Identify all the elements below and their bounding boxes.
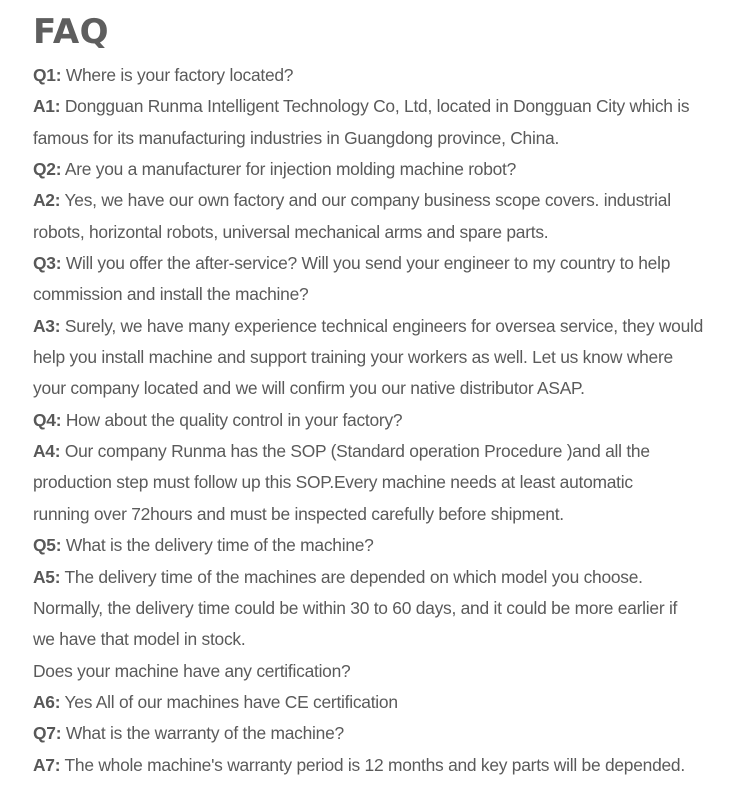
answer-line: [33, 750, 733, 781]
faq-text: Surely, we have many experience technical engineers for oversea service, they would: [60, 315, 704, 336]
answer-line: [33, 123, 733, 154]
faq-text: What is the warranty of the machine?: [61, 723, 344, 744]
question-label: Q7:: [33, 723, 62, 744]
faq-text: Dongguan Runma Intelligent Technology Co, Ltd, located in Dongguan City which is: [60, 96, 690, 117]
answer-line: [33, 342, 733, 373]
question-line: [33, 405, 733, 436]
question-label: Q5:: [33, 535, 62, 556]
faq-text: Yes, we have our own factory and our company business scope covers. industrial: [60, 190, 671, 211]
faq-text: How about the quality control in your factory?: [61, 409, 403, 430]
question-line: [33, 718, 733, 749]
question-line: [33, 530, 733, 561]
question-line: [33, 656, 733, 687]
answer-line: [33, 562, 733, 593]
faq-text: Does your machine have any certification?: [33, 660, 351, 681]
question-label: Q3:: [33, 253, 62, 274]
question-line: [33, 248, 733, 279]
faq-text: The delivery time of the machines are depended on which model you choose.: [60, 566, 643, 587]
answer-line: [33, 624, 733, 655]
answer-label: A3:: [33, 315, 61, 336]
answer-line: [33, 311, 733, 342]
faq-list: [33, 60, 733, 781]
faq-text: What is the delivery time of the machine?: [61, 535, 374, 556]
answer-line: [33, 91, 733, 122]
answer-line: [33, 467, 733, 498]
faq-text: The whole machine's warranty period is 12 months and key parts will be depended.: [60, 754, 685, 775]
question-line: [33, 60, 733, 91]
faq-text: Our company Runma has the SOP (Standard operation Procedure )and all the: [60, 441, 650, 462]
faq-text: Where is your factory located?: [61, 65, 294, 85]
faq-text: production step must follow up this SOP.Every machine needs at least automatic: [33, 472, 633, 493]
answer-line: [33, 217, 733, 248]
answer-label: A4:: [33, 441, 61, 462]
faq-text: running over 72hours and must be inspected carefully before shipment.: [33, 503, 564, 524]
answer-line: [33, 593, 733, 624]
question-line: [33, 279, 733, 310]
answer-line: [33, 436, 733, 467]
faq-text: help you install machine and support training your workers as well. Let us know where: [33, 347, 673, 368]
question-label: Q1:: [33, 65, 62, 85]
answer-line: [33, 499, 733, 530]
answer-label: A7:: [33, 754, 61, 775]
page-title: FAQ: [33, 12, 110, 52]
faq-text: Yes All of our machines have CE certification: [60, 691, 398, 712]
answer-label: A5:: [33, 566, 61, 587]
answer-line: [33, 185, 733, 216]
question-label: Q4:: [33, 409, 62, 430]
faq-text: robots, horizontal robots, universal mechanical arms and spare parts.: [33, 221, 549, 242]
answer-line: [33, 687, 733, 718]
answer-label: A1:: [33, 96, 61, 117]
faq-text: we have that model in stock.: [33, 629, 246, 650]
question-line: [33, 154, 733, 185]
answer-label: A2:: [33, 190, 61, 211]
faq-text: Normally, the delivery time could be within 30 to 60 days, and it could be more earlier if: [33, 597, 678, 618]
faq-text: commission and install the machine?: [33, 284, 309, 305]
answer-line: [33, 373, 733, 404]
faq-text: famous for its manufacturing industries in Guangdong province, China.: [33, 127, 560, 148]
faq-text: your company located and we will confirm you our native distributor ASAP.: [33, 378, 585, 399]
faq-text: Will you offer the after-service? Will you send your engineer to my country to help: [61, 253, 671, 274]
answer-label: A6:: [33, 691, 61, 712]
faq-text: Are you a manufacturer for injection molding machine robot?: [61, 159, 517, 180]
question-label: Q2:: [33, 159, 62, 180]
